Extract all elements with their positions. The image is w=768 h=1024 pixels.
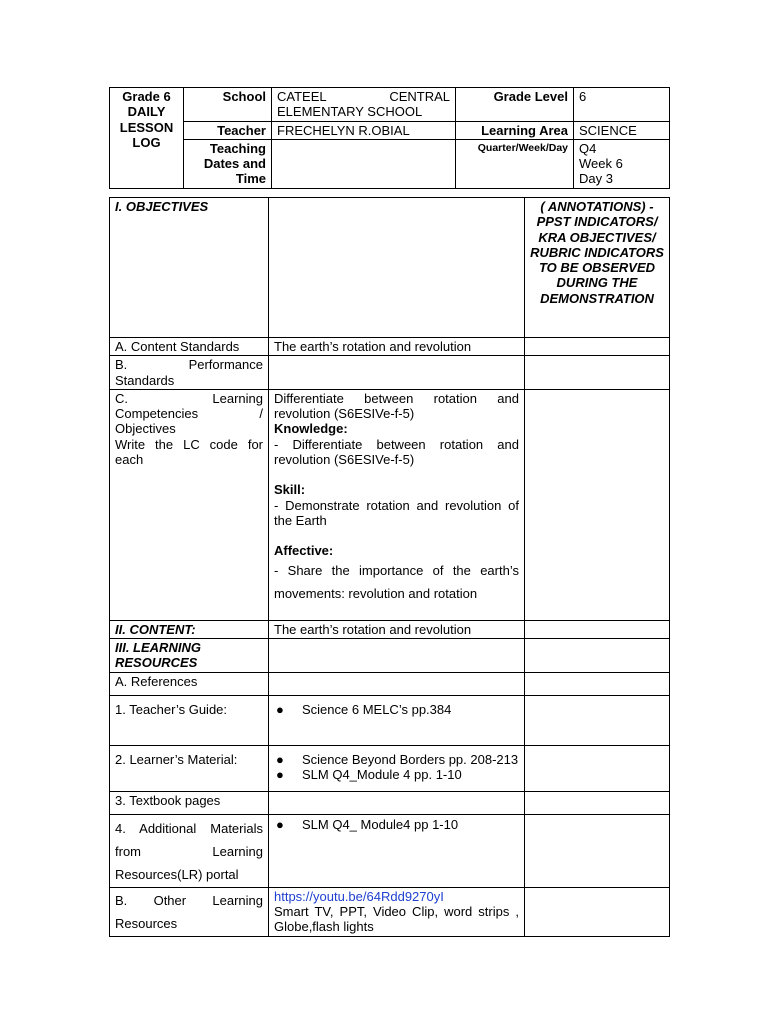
textbook-value	[269, 791, 525, 814]
dates-value	[272, 139, 456, 188]
resources-annotation	[525, 639, 670, 673]
content-label: II. CONTENT:	[110, 620, 269, 638]
textbook-label: 3. Textbook pages	[110, 791, 269, 814]
grade-level-label: Grade Level	[456, 88, 574, 122]
other-resources-value: https://youtu.be/64Rdd9270yI Smart TV, PPT, Video Clip, word strips , Globe,flash lights	[269, 887, 525, 936]
learning-area-label: Learning Area	[456, 121, 574, 139]
performance-standards-label: B. Performance Standards	[110, 356, 269, 390]
bullet-icon: ●	[276, 816, 284, 832]
learners-material-value: ● Science Beyond Borders pp. 208-213 ● SLM Q4_Module 4 pp. 1-10	[269, 745, 525, 791]
learners-material-label: 2. Learner’s Material:	[110, 745, 269, 791]
teachers-guide-value: ● Science 6 MELC’s pp.384	[269, 695, 525, 745]
grade-level-value: 6	[574, 88, 670, 122]
skill-label: Skill:	[274, 482, 306, 498]
performance-standards-value	[269, 356, 525, 390]
teachers-guide-label: 1. Teacher’s Guide:	[110, 695, 269, 745]
objectives-label: I. OBJECTIVES	[110, 198, 269, 338]
other-resources-label: B. Other Learning Resources	[110, 887, 269, 936]
annotations-header: ( ANNOTATIONS) -PPST INDICATORS/ KRA OBJECTIVES/ RUBRIC INDICATORS TO BE OBSERVED DURING THE DEMONSTRATION	[525, 198, 670, 338]
competencies-value: Differentiate between rotation and revolution (S6ESIVe-f-5) Knowledge: - Differentiate between rotation and revolution (S6ESIVe-f-5) Skill: - Demonstrate rotation and revolution of the Earth Affective: - Share the importance of the earth’s movements: revolution and rotation	[269, 389, 525, 620]
youtube-link[interactable]: https://youtu.be/64Rdd9270yI	[274, 888, 444, 904]
learning-area-value: SCIENCE	[574, 121, 670, 139]
teacher-label: Teacher	[184, 121, 272, 139]
knowledge-label: Knowledge:	[274, 421, 348, 437]
additional-materials-value: ● SLM Q4_ Module4 pp 1-10	[269, 814, 525, 887]
bullet-icon: ●	[276, 767, 284, 783]
resources-label: III. LEARNING RESOURCES	[110, 639, 269, 673]
content-standards-annotation	[525, 338, 670, 356]
affective-label: Affective:	[274, 543, 334, 559]
objectives-value	[269, 198, 525, 338]
content-standards-value: The earth’s rotation and revolution	[269, 338, 525, 356]
log-title: Grade 6 DAILY LESSON LOG	[110, 88, 184, 189]
content-value: The earth’s rotation and revolution	[269, 620, 525, 638]
learners-material-annotation	[525, 745, 670, 791]
additional-materials-label: 4. Additional Materials from Learning Resources(LR) portal	[110, 814, 269, 887]
competencies-annotation	[525, 389, 670, 620]
textbook-annotation	[525, 791, 670, 814]
teacher-value: FRECHELYN R.OBIAL	[272, 121, 456, 139]
qwd-label: Quarter/Week/Day	[456, 139, 574, 188]
header-table	[109, 87, 670, 189]
lesson-table	[109, 197, 670, 937]
content-annotation	[525, 620, 670, 638]
school-value: CATEEL CENTRAL ELEMENTARY SCHOOL	[272, 88, 456, 122]
resources-value	[269, 639, 525, 673]
additional-materials-annotation	[525, 814, 670, 887]
content-standards-label: A. Content Standards	[110, 338, 269, 356]
references-value	[269, 672, 525, 695]
performance-standards-annotation	[525, 356, 670, 390]
other-resources-annotation	[525, 887, 670, 936]
references-annotation	[525, 672, 670, 695]
references-label: A. References	[110, 672, 269, 695]
school-label: School	[184, 88, 272, 122]
dates-label: Teaching Dates and Time	[184, 139, 272, 188]
teachers-guide-annotation	[525, 695, 670, 745]
bullet-icon: ●	[276, 701, 284, 717]
competencies-label: C. Learning Competencies / Objectives Write the LC code for each	[110, 389, 269, 620]
qwd-value: Q4 Week 6 Day 3	[574, 139, 670, 188]
bullet-icon: ●	[276, 751, 284, 767]
